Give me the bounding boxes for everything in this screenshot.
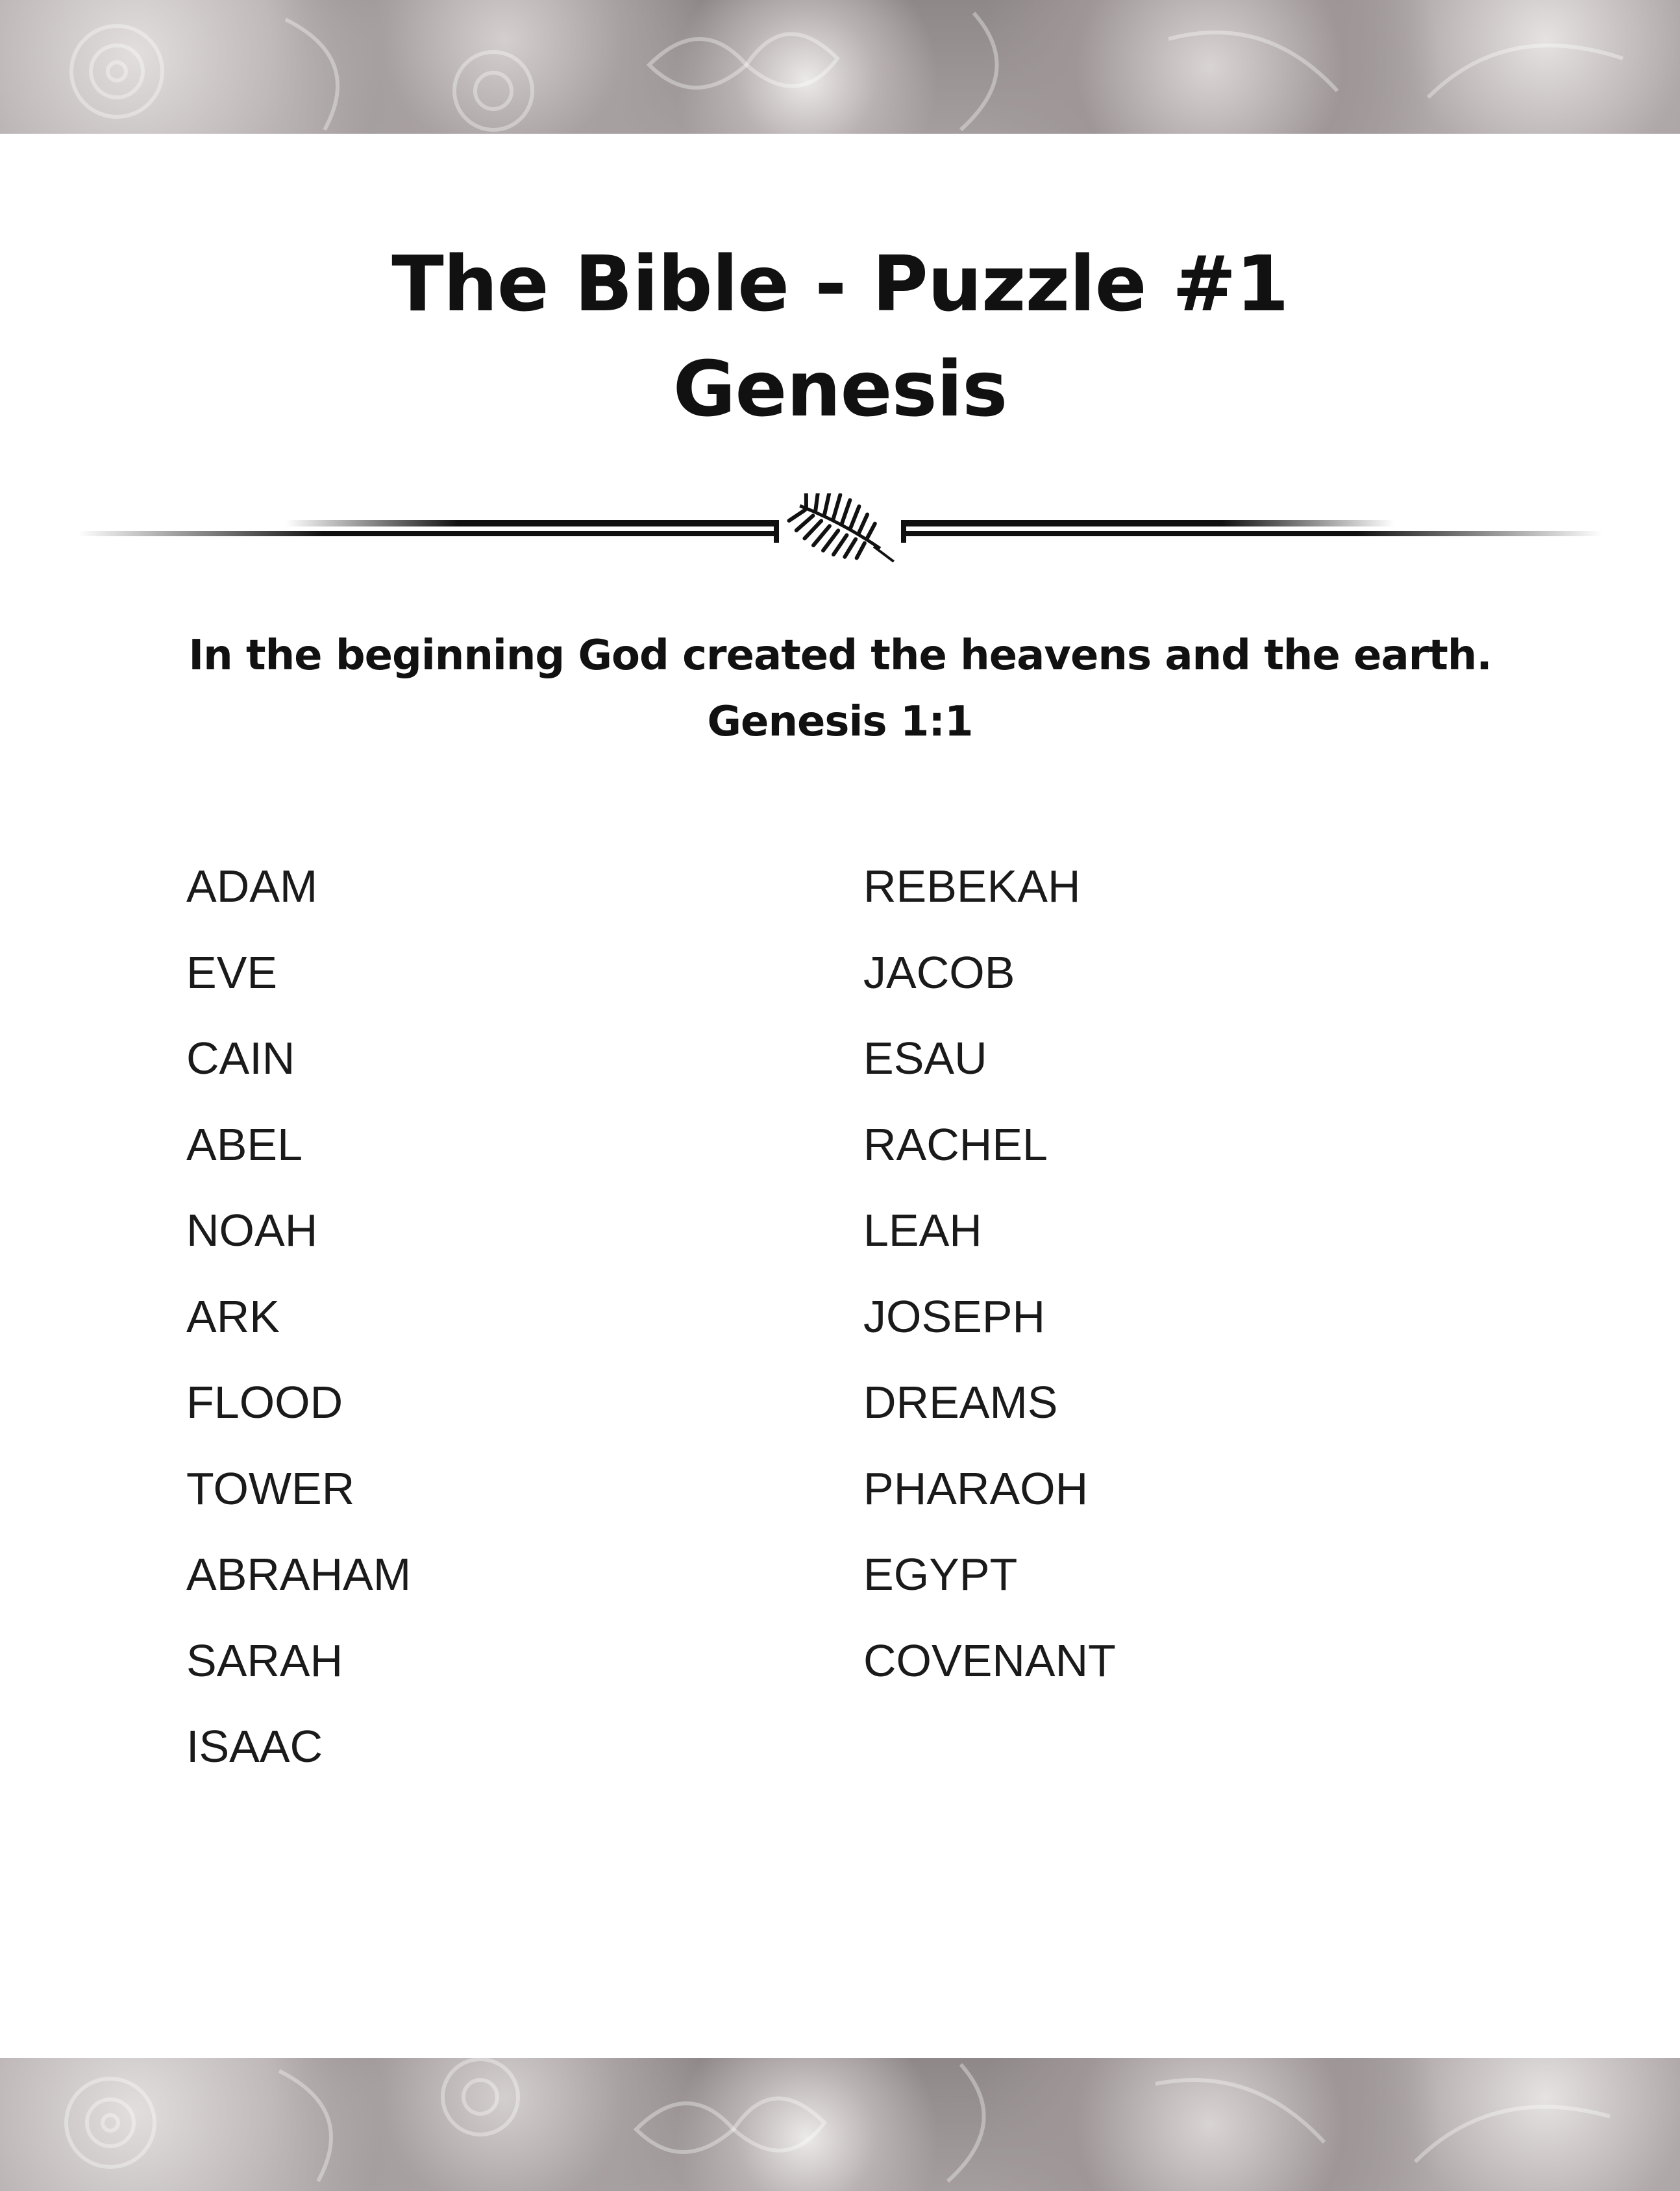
- word-list-item: ESAU: [863, 1033, 987, 1083]
- ornamental-divider: [78, 493, 1602, 565]
- word-list-right: [863, 863, 1116, 1724]
- word-list-item: DREAMS: [863, 1377, 1058, 1428]
- word-list-item: SARAH: [186, 1635, 343, 1686]
- word-list-item: LEAH: [863, 1205, 982, 1256]
- scripture-reference: Genesis 1:1: [707, 698, 973, 746]
- word-list-item: ISAAC: [186, 1721, 323, 1772]
- palm-branch-icon: [784, 493, 909, 565]
- word-list-left: [186, 863, 411, 1810]
- word-list-item: REBEKAH: [863, 861, 1081, 911]
- word-list-item: FLOOD: [186, 1377, 343, 1428]
- word-list-item: ABEL: [186, 1119, 303, 1170]
- floral-header-band: [0, 0, 1680, 134]
- page-subtitle: Genesis: [673, 344, 1007, 434]
- floral-footer-band: [0, 2058, 1680, 2191]
- word-list-item: TOWER: [186, 1463, 355, 1514]
- word-list-item: PHARAOH: [863, 1463, 1089, 1514]
- word-list-item: EGYPT: [863, 1549, 1018, 1600]
- page-title: The Bible - Puzzle #1: [391, 239, 1289, 328]
- floral-pattern-image: [0, 0, 1680, 134]
- word-list-item: NOAH: [186, 1205, 318, 1256]
- word-list-item: EVE: [186, 947, 278, 998]
- word-list-item: JACOB: [863, 947, 1015, 998]
- word-list-item: JOSEPH: [863, 1291, 1046, 1342]
- word-list-item: COVENANT: [863, 1635, 1116, 1686]
- floral-pattern-image: [0, 2058, 1680, 2191]
- word-list-item: ABRAHAM: [186, 1549, 412, 1600]
- word-list-item: ARK: [186, 1291, 280, 1342]
- word-list-item: RACHEL: [863, 1119, 1048, 1170]
- scripture-verse: In the beginning God created the heavens and the earth.: [188, 632, 1492, 680]
- word-list-item: ADAM: [186, 861, 318, 911]
- word-list-item: CAIN: [186, 1033, 295, 1083]
